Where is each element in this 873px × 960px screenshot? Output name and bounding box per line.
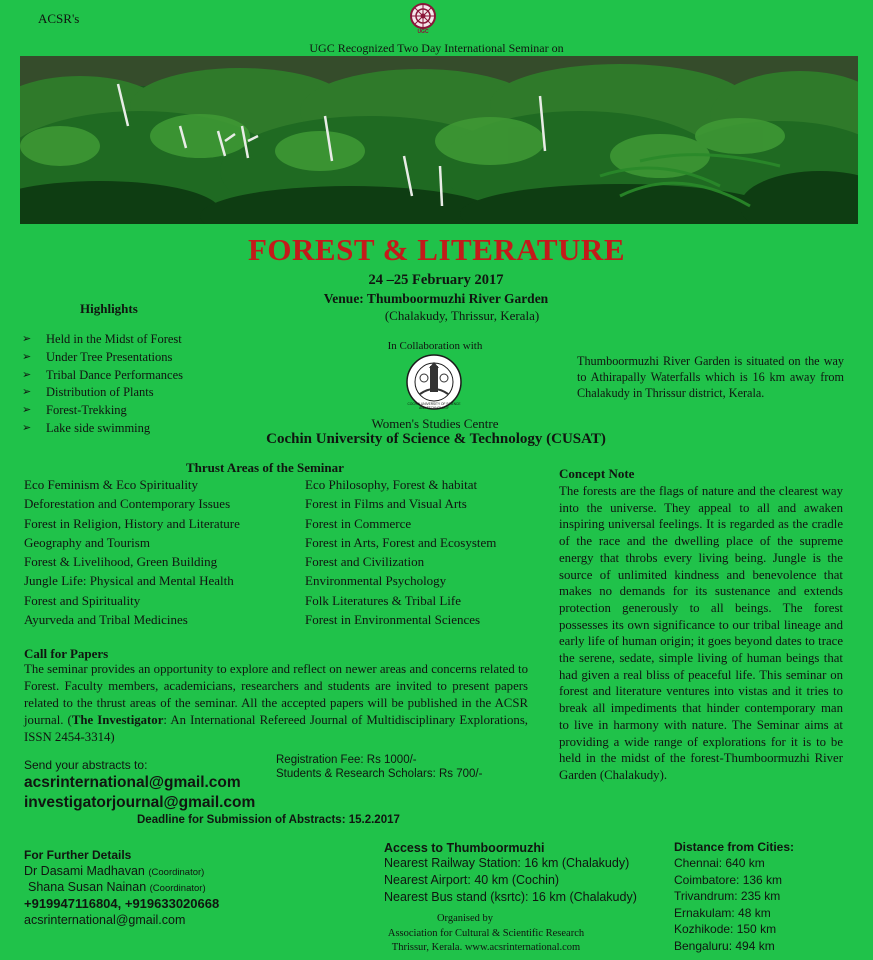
venue-note: Thumboormuzhi River Garden is situated on the way to Athirapally Waterfalls which is 16 km away from Chalakudy in Thrissur district, Kerala. xyxy=(577,354,844,400)
ugc-logo-caption: UGC xyxy=(417,29,429,35)
highlight-item: ➢ Tribal Dance Performances xyxy=(20,367,250,385)
coordinator-1 xyxy=(24,864,204,878)
registration-fee: Registration Fee: Rs 1000/- xyxy=(276,754,417,766)
womens-studies-centre: Women's Studies Centre xyxy=(371,416,499,431)
ugc-logo xyxy=(405,2,441,36)
distance-item: Chennai: 640 km xyxy=(674,856,765,870)
organiser-label: Organised by xyxy=(436,913,494,924)
thrust-item: Eco Feminism & Eco Spirituality xyxy=(24,477,199,492)
organiser-address: Thrissur, Kerala. www.acsrinternational.com xyxy=(391,942,581,953)
highlight-item: ➢ Held in the Midst of Forest xyxy=(20,331,250,349)
thrust-list-left xyxy=(24,475,299,629)
distance-heading: Distance from Cities: xyxy=(674,840,795,854)
distance-item: Bengaluru: 494 km xyxy=(674,938,775,953)
highlight-item: ➢ Lake side swimming xyxy=(20,420,250,438)
cusat-logo xyxy=(404,354,464,414)
thrust-item: Forest in Environmental Sciences xyxy=(305,612,481,628)
thrust-item: Forest in Religion, History and Literature xyxy=(24,515,240,531)
student-fee: Students & Research Scholars: Rs 700/- xyxy=(276,768,483,780)
access-heading: Access to Thumboormuzhi xyxy=(384,841,545,855)
highlight-item: ➢ Forest-Trekking xyxy=(20,402,250,420)
call-heading: Call for Papers xyxy=(24,646,109,661)
coordinator-1-role: (Coordinator) xyxy=(148,867,205,878)
collaboration-label: In Collaboration with xyxy=(387,340,483,352)
highlight-item: ➢ Under Tree Presentations xyxy=(20,349,250,367)
coordinator-2 xyxy=(28,880,206,894)
seminar-dates: 24 –25 February 2017 xyxy=(368,272,504,288)
university-name: Cochin University of Science & Technology (CUSAT) xyxy=(266,431,606,447)
thrust-item: Deforestation and Contemporary Issues xyxy=(24,496,231,512)
access-railway: Nearest Railway Station: 16 km (Chalakudy) xyxy=(384,856,630,870)
organiser-name: Association for Cultural & Scientific Research xyxy=(387,928,585,939)
abstract-email-2[interactable]: investigatorjournal@gmail.com xyxy=(24,794,256,811)
distance-item: Trivandrum: 235 km xyxy=(674,889,781,903)
thrust-heading: Thrust Areas of the Seminar xyxy=(186,460,344,475)
concept-heading: Concept Note xyxy=(559,466,635,481)
thrust-item: Forest and Spirituality xyxy=(24,592,141,608)
coordinator-1-name: Dr Dasami Madhavan xyxy=(24,864,145,878)
seminar-subtitle: UGC Recognized Two Day International Seminar on xyxy=(309,41,564,55)
thrust-item: Geography and Tourism xyxy=(24,534,150,550)
abstracts-label: Send your abstracts to: xyxy=(24,758,148,772)
distance-item: Kozhikode: 150 km xyxy=(674,922,777,936)
highlight-item: ➢ Distribution of Plants xyxy=(20,384,250,402)
seminar-title: FOREST & LITERATURE xyxy=(248,232,625,267)
org-prefix: ACSR's xyxy=(38,11,80,26)
thrust-item: Ayurveda and Tribal Medicines xyxy=(24,612,188,628)
cusat-logo-caption: COCHIN UNIVERSITY OF SCIENCE AND TECHNOLOGY xyxy=(407,402,461,410)
thrust-item: Folk Literatures & Tribal Life xyxy=(305,592,461,608)
contact-email[interactable]: acsrinternational@gmail.com xyxy=(24,913,186,927)
call-text xyxy=(24,661,528,746)
distance-item: Ernakulam: 48 km xyxy=(674,905,771,920)
distance-item: Coimbatore: 136 km xyxy=(674,872,783,887)
forest-photo xyxy=(20,56,858,224)
highlights-heading: Highlights xyxy=(80,301,138,316)
thrust-item: Environmental Psychology xyxy=(305,573,447,589)
journal-name: The Investigator xyxy=(71,713,164,727)
details-heading: For Further Details xyxy=(24,848,132,862)
access-bus: Nearest Bus stand (ksrtc): 16 km (Chalakudy) xyxy=(384,890,637,904)
venue-location: (Chalakudy, Thrissur, Kerala) xyxy=(384,308,540,323)
thrust-list-right xyxy=(305,475,535,629)
thrust-item: Forest & Livelihood, Green Building xyxy=(24,554,218,570)
thrust-item: Forest in Commerce xyxy=(305,515,412,531)
abstract-deadline: Deadline for Submission of Abstracts: 15.2.2017 xyxy=(137,814,400,826)
access-airport: Nearest Airport: 40 km (Cochin) xyxy=(384,873,560,887)
concept-text: The forests are the flags of nature and the clearest way into the universe. They appeal to all and awaken inspiring universal feelings. It is regarded as the cradle of the race and the dwelling place of the supreme energy that throbs every living being. Jungle is the source of unlimited kindness and benevolence that makes no demands for its sustenance and extends protection generously to all beings. The forest possesses its own significance to our tribal lineage and early life of human origin; it goes beyond dates to trace the serene, sedate, simple living of human beings that had given a real bliss of peaceful life. This seminar on forest and literature ventures into vistas and it tries to break all impediments that hinder contemporary man to live in harmony with nature. The Seminar aims at providing a wide range of explorations for it is to be held in the midst of the forest-Thumboormuzhi River Garden (Chalakudy). xyxy=(559,484,843,782)
thrust-item: Forest in Arts, Forest and Ecosystem xyxy=(305,534,497,550)
abstract-email-1[interactable]: acsrinternational@gmail.com xyxy=(24,774,241,791)
venue-label: Venue: Thumboormuzhi River Garden xyxy=(323,291,549,306)
thrust-item: Eco Philosophy, Forest & habitat xyxy=(305,477,478,492)
call-text-after: : An International Refereed Journal of Multidisciplinary Explorations, ISSN 2454-3314) xyxy=(24,713,528,744)
thrust-item: Forest and Civilization xyxy=(305,554,425,570)
call-text-before: The seminar provides an opportunity to explore and reflect on newer areas and concerns related to Forest. Faculty members, academicians, researchers and students are invited to present papers related to the thrust areas of the seminar. All the accepted papers will be published in the ACSR journal. ( xyxy=(24,662,528,727)
thrust-item: Jungle Life: Physical and Mental Health xyxy=(24,573,234,589)
highlights-list xyxy=(20,331,250,438)
coordinator-2-role: (Coordinator) xyxy=(149,883,206,894)
coordinator-2-name: Shana Susan Nainan xyxy=(28,880,147,894)
thrust-item: Forest in Films and Visual Arts xyxy=(305,496,467,512)
distance-list xyxy=(674,855,834,954)
contact-phones[interactable]: +919947116804, +919633020668 xyxy=(24,896,220,911)
